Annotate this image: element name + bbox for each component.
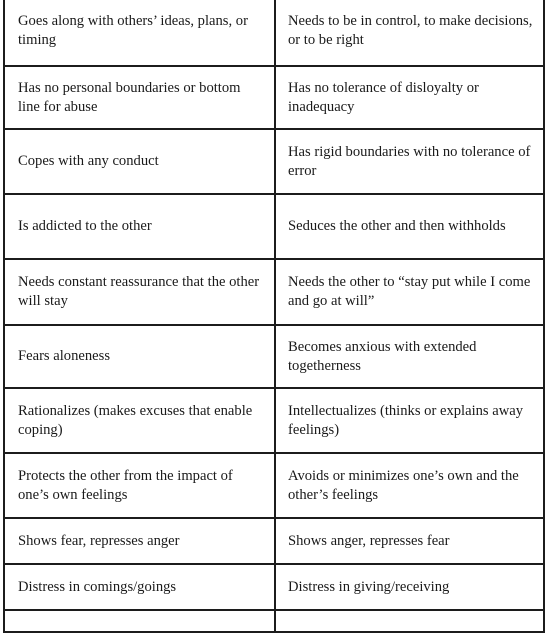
table-row [4, 388, 544, 453]
right-column-cell: Seduces the other and then withholds [275, 194, 544, 259]
left-column-cell: Has no personal boundaries or bottom line for abuse [4, 66, 275, 129]
table-row [4, 453, 544, 518]
table-row-partial [4, 610, 544, 632]
table-row [4, 66, 544, 129]
left-column-cell: Protects the other from the impact of one’s own feelings [4, 453, 275, 518]
right-column-cell: Distress in giving/receiving [275, 564, 544, 610]
right-column-cell: Avoids or minimizes one’s own and the other’s feelings [275, 453, 544, 518]
right-column-cell: Needs the other to “stay put while I come and go at will” [275, 259, 544, 325]
right-column-cell: Becomes anxious with extended togetherness [275, 325, 544, 388]
right-column-cell [275, 610, 544, 632]
table-row [4, 0, 544, 66]
table-row [4, 129, 544, 194]
left-column-cell [4, 610, 275, 632]
left-column-cell: Copes with any conduct [4, 129, 275, 194]
right-column-cell: Shows anger, represses fear [275, 518, 544, 564]
table-row [4, 325, 544, 388]
comparison-table [3, 0, 545, 633]
right-column-cell: Needs to be in control, to make decisions, or to be right [275, 0, 544, 66]
right-column-cell: Has rigid boundaries with no tolerance of error [275, 129, 544, 194]
left-column-cell: Goes along with others’ ideas, plans, or timing [4, 0, 275, 66]
table-row [4, 564, 544, 610]
comparison-table-body [4, 0, 544, 632]
left-column-cell: Shows fear, represses anger [4, 518, 275, 564]
table-row [4, 259, 544, 325]
left-column-cell: Rationalizes (makes excuses that enable coping) [4, 388, 275, 453]
table-row [4, 194, 544, 259]
left-column-cell: Fears aloneness [4, 325, 275, 388]
table-row [4, 518, 544, 564]
right-column-cell: Intellectualizes (thinks or explains away feelings) [275, 388, 544, 453]
left-column-cell: Is addicted to the other [4, 194, 275, 259]
left-column-cell: Distress in comings/goings [4, 564, 275, 610]
right-column-cell: Has no tolerance of disloyalty or inadequacy [275, 66, 544, 129]
left-column-cell: Needs constant reassurance that the other will stay [4, 259, 275, 325]
